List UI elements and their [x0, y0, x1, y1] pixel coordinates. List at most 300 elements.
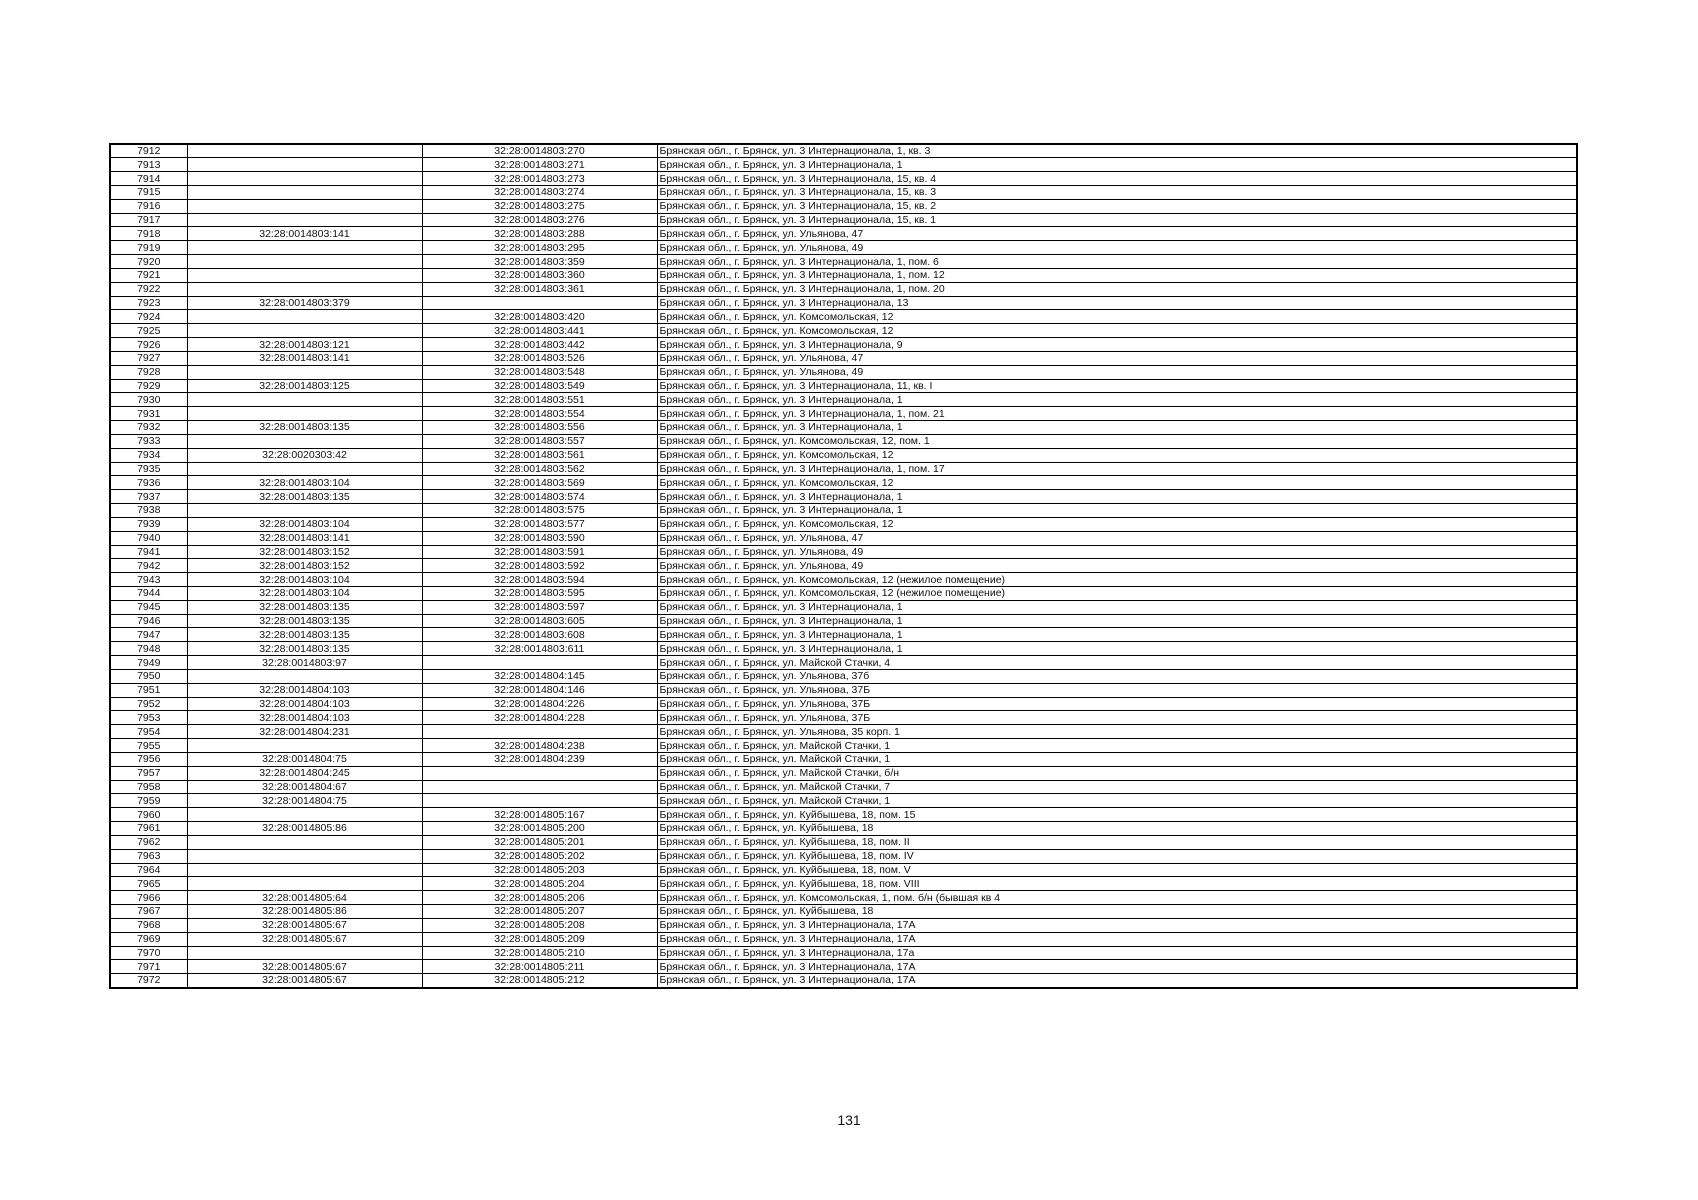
- row-number-cell: 7914: [110, 172, 187, 186]
- object-cadastral-number-cell: 32:28:0014803:608: [422, 628, 657, 642]
- object-cadastral-number-cell: 32:28:0014805:208: [422, 918, 657, 932]
- address-cell: Брянская обл., г. Брянск, ул. 3 Интернационала, 11, кв. I: [657, 379, 1577, 393]
- row-number-cell: 7927: [110, 351, 187, 365]
- object-cadastral-number-cell: 32:28:0014803:270: [422, 144, 657, 158]
- land-cadastral-number-cell: [187, 393, 422, 407]
- object-cadastral-number-cell: 32:28:0014803:591: [422, 545, 657, 559]
- address-cell: Брянская обл., г. Брянск, ул. 3 Интернационала, 9: [657, 338, 1577, 352]
- object-cadastral-number-cell: 32:28:0014803:526: [422, 351, 657, 365]
- address-cell: Брянская обл., г. Брянск, ул. Ульянова, 49: [657, 365, 1577, 379]
- row-number-cell: 7940: [110, 531, 187, 545]
- land-cadastral-number-cell: 32:28:0014805:67: [187, 960, 422, 974]
- land-cadastral-number-cell: 32:28:0014804:67: [187, 780, 422, 794]
- land-cadastral-number-cell: 32:28:0014804:231: [187, 725, 422, 739]
- row-number-cell: 7939: [110, 517, 187, 531]
- row-number-cell: 7950: [110, 669, 187, 683]
- object-cadastral-number-cell: 32:28:0014803:556: [422, 421, 657, 435]
- address-cell: Брянская обл., г. Брянск, ул. Ульянова, 37Б: [657, 683, 1577, 697]
- land-cadastral-number-cell: [187, 863, 422, 877]
- table-row: [110, 614, 1577, 628]
- land-cadastral-number-cell: [187, 849, 422, 863]
- address-cell: Брянская обл., г. Брянск, ул. 3 Интернационала, 17А: [657, 960, 1577, 974]
- table-row: [110, 490, 1577, 504]
- address-cell: Брянская обл., г. Брянск, ул. 3 Интернационала, 1, пом. 20: [657, 282, 1577, 296]
- land-cadastral-number-cell: [187, 739, 422, 753]
- object-cadastral-number-cell: 32:28:0014803:549: [422, 379, 657, 393]
- table-row: [110, 351, 1577, 365]
- land-cadastral-number-cell: 32:28:0014803:135: [187, 421, 422, 435]
- row-number-cell: 7932: [110, 421, 187, 435]
- land-cadastral-number-cell: [187, 808, 422, 822]
- object-cadastral-number-cell: 32:28:0014804:145: [422, 669, 657, 683]
- object-cadastral-number-cell: [422, 794, 657, 808]
- address-cell: Брянская обл., г. Брянск, ул. Комсомольская, 12: [657, 310, 1577, 324]
- address-cell: Брянская обл., г. Брянск, ул. 3 Интернационала, 17А: [657, 918, 1577, 932]
- row-number-cell: 7971: [110, 960, 187, 974]
- table-row: [110, 172, 1577, 186]
- object-cadastral-number-cell: 32:28:0014804:238: [422, 739, 657, 753]
- address-cell: Брянская обл., г. Брянск, ул. Ульянова, 37б: [657, 669, 1577, 683]
- land-cadastral-number-cell: [187, 158, 422, 172]
- land-cadastral-number-cell: [187, 255, 422, 269]
- table-row: [110, 338, 1577, 352]
- land-cadastral-number-cell: 32:28:0014803:135: [187, 600, 422, 614]
- land-cadastral-number-cell: 32:28:0014803:141: [187, 531, 422, 545]
- land-cadastral-number-cell: [187, 462, 422, 476]
- row-number-cell: 7941: [110, 545, 187, 559]
- object-cadastral-number-cell: 32:28:0014805:203: [422, 863, 657, 877]
- row-number-cell: 7957: [110, 766, 187, 780]
- address-cell: Брянская обл., г. Брянск, ул. 3 Интернационала, 15, кв. 1: [657, 213, 1577, 227]
- land-cadastral-number-cell: [187, 282, 422, 296]
- object-cadastral-number-cell: 32:28:0014803:274: [422, 185, 657, 199]
- row-number-cell: 7972: [110, 974, 187, 988]
- land-cadastral-number-cell: 32:28:0014805:86: [187, 905, 422, 919]
- address-cell: Брянская обл., г. Брянск, ул. 3 Интернационала, 1, пом. 17: [657, 462, 1577, 476]
- address-cell: Брянская обл., г. Брянск, ул. Ульянова, 35 корп. 1: [657, 725, 1577, 739]
- table-row: [110, 946, 1577, 960]
- table-row: [110, 296, 1577, 310]
- table-row: [110, 213, 1577, 227]
- table-row: [110, 808, 1577, 822]
- table-row: [110, 849, 1577, 863]
- object-cadastral-number-cell: 32:28:0014805:209: [422, 932, 657, 946]
- row-number-cell: 7946: [110, 614, 187, 628]
- address-cell: Брянская обл., г. Брянск, ул. 3 Интернационала, 1, пом. 6: [657, 255, 1577, 269]
- table-row: [110, 310, 1577, 324]
- row-number-cell: 7968: [110, 918, 187, 932]
- land-cadastral-number-cell: [187, 504, 422, 518]
- land-cadastral-number-cell: 32:28:0014803:104: [187, 476, 422, 490]
- object-cadastral-number-cell: 32:28:0014804:146: [422, 683, 657, 697]
- land-cadastral-number-cell: [187, 199, 422, 213]
- row-number-cell: 7943: [110, 573, 187, 587]
- land-cadastral-number-cell: 32:28:0014803:121: [187, 338, 422, 352]
- registry-table: [109, 143, 1578, 989]
- table-row: [110, 642, 1577, 656]
- address-cell: Брянская обл., г. Брянск, ул. 3 Интернационала, 1: [657, 642, 1577, 656]
- object-cadastral-number-cell: 32:28:0014803:359: [422, 255, 657, 269]
- table-row: [110, 559, 1577, 573]
- row-number-cell: 7935: [110, 462, 187, 476]
- row-number-cell: 7918: [110, 227, 187, 241]
- address-cell: Брянская обл., г. Брянск, ул. Ульянова, 49: [657, 241, 1577, 255]
- address-cell: Брянская обл., г. Брянск, ул. Майской Стачки, б/н: [657, 766, 1577, 780]
- object-cadastral-number-cell: 32:28:0014803:605: [422, 614, 657, 628]
- table-row: [110, 628, 1577, 642]
- row-number-cell: 7960: [110, 808, 187, 822]
- row-number-cell: 7930: [110, 393, 187, 407]
- address-cell: Брянская обл., г. Брянск, ул. 3 Интернационала, 1: [657, 600, 1577, 614]
- table-row: [110, 462, 1577, 476]
- table-row: [110, 255, 1577, 269]
- row-number-cell: 7945: [110, 600, 187, 614]
- table-row: [110, 974, 1577, 988]
- address-cell: Брянская обл., г. Брянск, ул. 3 Интернационала, 1, кв. 3: [657, 144, 1577, 158]
- land-cadastral-number-cell: [187, 185, 422, 199]
- address-cell: Брянская обл., г. Брянск, ул. Майской Стачки, 4: [657, 656, 1577, 670]
- row-number-cell: 7956: [110, 752, 187, 766]
- object-cadastral-number-cell: 32:28:0014803:577: [422, 517, 657, 531]
- row-number-cell: 7955: [110, 739, 187, 753]
- table-row: [110, 158, 1577, 172]
- table-row: [110, 393, 1577, 407]
- object-cadastral-number-cell: 32:28:0014803:442: [422, 338, 657, 352]
- object-cadastral-number-cell: 32:28:0014803:360: [422, 268, 657, 282]
- object-cadastral-number-cell: 32:28:0014803:288: [422, 227, 657, 241]
- object-cadastral-number-cell: 32:28:0014803:441: [422, 324, 657, 338]
- table-row: [110, 960, 1577, 974]
- address-cell: Брянская обл., г. Брянск, ул. 3 Интернационала, 15, кв. 3: [657, 185, 1577, 199]
- row-number-cell: 7924: [110, 310, 187, 324]
- address-cell: Брянская обл., г. Брянск, ул. Ульянова, 37Б: [657, 697, 1577, 711]
- table-row: [110, 669, 1577, 683]
- land-cadastral-number-cell: 32:28:0014805:67: [187, 918, 422, 932]
- table-row: [110, 905, 1577, 919]
- registry-table-body: [110, 144, 1577, 988]
- table-row: [110, 476, 1577, 490]
- row-number-cell: 7938: [110, 504, 187, 518]
- object-cadastral-number-cell: 32:28:0014804:239: [422, 752, 657, 766]
- page-number: 131: [837, 1112, 861, 1128]
- table-row: [110, 504, 1577, 518]
- address-cell: Брянская обл., г. Брянск, ул. Ульянова, 49: [657, 545, 1577, 559]
- table-row: [110, 545, 1577, 559]
- table-row: [110, 379, 1577, 393]
- row-number-cell: 7936: [110, 476, 187, 490]
- land-cadastral-number-cell: 32:28:0014804:75: [187, 794, 422, 808]
- table-row: [110, 656, 1577, 670]
- row-number-cell: 7942: [110, 559, 187, 573]
- row-number-cell: 7929: [110, 379, 187, 393]
- row-number-cell: 7951: [110, 683, 187, 697]
- object-cadastral-number-cell: [422, 296, 657, 310]
- object-cadastral-number-cell: [422, 656, 657, 670]
- land-cadastral-number-cell: 32:28:0014805:64: [187, 891, 422, 905]
- table-row: [110, 835, 1577, 849]
- land-cadastral-number-cell: 32:28:0014803:379: [187, 296, 422, 310]
- land-cadastral-number-cell: [187, 877, 422, 891]
- object-cadastral-number-cell: [422, 766, 657, 780]
- address-cell: Брянская обл., г. Брянск, ул. 3 Интернационала, 15, кв. 4: [657, 172, 1577, 186]
- table-row: [110, 144, 1577, 158]
- object-cadastral-number-cell: 32:28:0014804:226: [422, 697, 657, 711]
- table-row: [110, 587, 1577, 601]
- address-cell: Брянская обл., г. Брянск, ул. Комсомольская, 12 (нежилое помещение): [657, 573, 1577, 587]
- row-number-cell: 7944: [110, 587, 187, 601]
- object-cadastral-number-cell: 32:28:0014803:361: [422, 282, 657, 296]
- object-cadastral-number-cell: 32:28:0014803:595: [422, 587, 657, 601]
- table-row: [110, 752, 1577, 766]
- object-cadastral-number-cell: [422, 780, 657, 794]
- row-number-cell: 7962: [110, 835, 187, 849]
- table-row: [110, 863, 1577, 877]
- object-cadastral-number-cell: 32:28:0014803:557: [422, 434, 657, 448]
- object-cadastral-number-cell: 32:28:0014805:202: [422, 849, 657, 863]
- table-row: [110, 282, 1577, 296]
- table-row: [110, 822, 1577, 836]
- table-row: [110, 185, 1577, 199]
- row-number-cell: 7931: [110, 407, 187, 421]
- row-number-cell: 7959: [110, 794, 187, 808]
- row-number-cell: 7922: [110, 282, 187, 296]
- land-cadastral-number-cell: 32:28:0014804:103: [187, 711, 422, 725]
- address-cell: Брянская обл., г. Брянск, ул. Майской Стачки, 1: [657, 752, 1577, 766]
- land-cadastral-number-cell: 32:28:0014803:152: [187, 559, 422, 573]
- row-number-cell: 7912: [110, 144, 187, 158]
- land-cadastral-number-cell: 32:28:0014803:125: [187, 379, 422, 393]
- object-cadastral-number-cell: 32:28:0014803:611: [422, 642, 657, 656]
- address-cell: Брянская обл., г. Брянск, ул. 3 Интернационала, 1: [657, 504, 1577, 518]
- land-cadastral-number-cell: [187, 268, 422, 282]
- row-number-cell: 7925: [110, 324, 187, 338]
- address-cell: Брянская обл., г. Брянск, ул. 3 Интернационала, 1, пом. 12: [657, 268, 1577, 282]
- land-cadastral-number-cell: 32:28:0014803:135: [187, 642, 422, 656]
- address-cell: Брянская обл., г. Брянск, ул. Майской Стачки, 1: [657, 739, 1577, 753]
- object-cadastral-number-cell: 32:28:0014803:562: [422, 462, 657, 476]
- object-cadastral-number-cell: 32:28:0014805:206: [422, 891, 657, 905]
- object-cadastral-number-cell: 32:28:0014805:210: [422, 946, 657, 960]
- address-cell: Брянская обл., г. Брянск, ул. Комсомольская, 12: [657, 476, 1577, 490]
- table-row: [110, 199, 1577, 213]
- address-cell: Брянская обл., г. Брянск, ул. Куйбышева, 18: [657, 905, 1577, 919]
- row-number-cell: 7969: [110, 932, 187, 946]
- table-row: [110, 683, 1577, 697]
- row-number-cell: 7921: [110, 268, 187, 282]
- object-cadastral-number-cell: 32:28:0014805:212: [422, 974, 657, 988]
- object-cadastral-number-cell: 32:28:0014803:554: [422, 407, 657, 421]
- address-cell: Брянская обл., г. Брянск, ул. 3 Интернационала, 1: [657, 490, 1577, 504]
- land-cadastral-number-cell: 32:28:0014803:141: [187, 351, 422, 365]
- address-cell: Брянская обл., г. Брянск, ул. Ульянова, 47: [657, 351, 1577, 365]
- address-cell: Брянская обл., г. Брянск, ул. Куйбышева, 18, пом. V: [657, 863, 1577, 877]
- object-cadastral-number-cell: 32:28:0014805:204: [422, 877, 657, 891]
- object-cadastral-number-cell: 32:28:0014803:551: [422, 393, 657, 407]
- row-number-cell: 7934: [110, 448, 187, 462]
- table-row: [110, 241, 1577, 255]
- land-cadastral-number-cell: [187, 434, 422, 448]
- object-cadastral-number-cell: 32:28:0014803:569: [422, 476, 657, 490]
- row-number-cell: 7958: [110, 780, 187, 794]
- row-number-cell: 7947: [110, 628, 187, 642]
- table-row: [110, 324, 1577, 338]
- land-cadastral-number-cell: 32:28:0014803:104: [187, 517, 422, 531]
- table-row: [110, 877, 1577, 891]
- row-number-cell: 7970: [110, 946, 187, 960]
- table-row: [110, 573, 1577, 587]
- table-row: [110, 739, 1577, 753]
- table-row: [110, 932, 1577, 946]
- row-number-cell: 7964: [110, 863, 187, 877]
- address-cell: Брянская обл., г. Брянск, ул. 3 Интернационала, 1, пом. 21: [657, 407, 1577, 421]
- object-cadastral-number-cell: 32:28:0014804:228: [422, 711, 657, 725]
- table-row: [110, 794, 1577, 808]
- row-number-cell: 7965: [110, 877, 187, 891]
- address-cell: Брянская обл., г. Брянск, ул. Комсомольская, 12: [657, 324, 1577, 338]
- row-number-cell: 7923: [110, 296, 187, 310]
- object-cadastral-number-cell: 32:28:0014805:201: [422, 835, 657, 849]
- object-cadastral-number-cell: 32:28:0014803:575: [422, 504, 657, 518]
- address-cell: Брянская обл., г. Брянск, ул. 3 Интернационала, 1: [657, 628, 1577, 642]
- row-number-cell: 7926: [110, 338, 187, 352]
- table-row: [110, 711, 1577, 725]
- object-cadastral-number-cell: [422, 725, 657, 739]
- land-cadastral-number-cell: 32:28:0020303:42: [187, 448, 422, 462]
- object-cadastral-number-cell: 32:28:0014803:295: [422, 241, 657, 255]
- row-number-cell: 7917: [110, 213, 187, 227]
- object-cadastral-number-cell: 32:28:0014803:273: [422, 172, 657, 186]
- table-row: [110, 434, 1577, 448]
- row-number-cell: 7916: [110, 199, 187, 213]
- address-cell: Брянская обл., г. Брянск, ул. Комсомольская, 12: [657, 517, 1577, 531]
- row-number-cell: 7915: [110, 185, 187, 199]
- object-cadastral-number-cell: 32:28:0014803:592: [422, 559, 657, 573]
- address-cell: Брянская обл., г. Брянск, ул. 3 Интернационала, 13: [657, 296, 1577, 310]
- row-number-cell: 7952: [110, 697, 187, 711]
- address-cell: Брянская обл., г. Брянск, ул. 3 Интернационала, 15, кв. 2: [657, 199, 1577, 213]
- address-cell: Брянская обл., г. Брянск, ул. Куйбышева, 18, пом. II: [657, 835, 1577, 849]
- object-cadastral-number-cell: 32:28:0014803:590: [422, 531, 657, 545]
- land-cadastral-number-cell: [187, 310, 422, 324]
- object-cadastral-number-cell: 32:28:0014805:167: [422, 808, 657, 822]
- object-cadastral-number-cell: 32:28:0014803:276: [422, 213, 657, 227]
- row-number-cell: 7954: [110, 725, 187, 739]
- address-cell: Брянская обл., г. Брянск, ул. 3 Интернационала, 1: [657, 393, 1577, 407]
- land-cadastral-number-cell: [187, 241, 422, 255]
- table-row: [110, 780, 1577, 794]
- address-cell: Брянская обл., г. Брянск, ул. 3 Интернационала, 17А: [657, 932, 1577, 946]
- row-number-cell: 7963: [110, 849, 187, 863]
- table-row: [110, 697, 1577, 711]
- address-cell: Брянская обл., г. Брянск, ул. Майской Стачки, 1: [657, 794, 1577, 808]
- row-number-cell: 7928: [110, 365, 187, 379]
- table-row: [110, 407, 1577, 421]
- land-cadastral-number-cell: 32:28:0014803:104: [187, 587, 422, 601]
- object-cadastral-number-cell: 32:28:0014803:574: [422, 490, 657, 504]
- table-row: [110, 600, 1577, 614]
- address-cell: Брянская обл., г. Брянск, ул. Майской Стачки, 7: [657, 780, 1577, 794]
- land-cadastral-number-cell: [187, 946, 422, 960]
- table-row: [110, 725, 1577, 739]
- object-cadastral-number-cell: 32:28:0014803:271: [422, 158, 657, 172]
- address-cell: Брянская обл., г. Брянск, ул. Куйбышева, 18, пом. 15: [657, 808, 1577, 822]
- land-cadastral-number-cell: 32:28:0014804:245: [187, 766, 422, 780]
- row-number-cell: 7961: [110, 822, 187, 836]
- address-cell: Брянская обл., г. Брянск, ул. Куйбышева, 18, пом. VIII: [657, 877, 1577, 891]
- address-cell: Брянская обл., г. Брянск, ул. Ульянова, 37Б: [657, 711, 1577, 725]
- address-cell: Брянская обл., г. Брянск, ул. 3 Интернационала, 17А: [657, 974, 1577, 988]
- land-cadastral-number-cell: [187, 144, 422, 158]
- table-row: [110, 918, 1577, 932]
- table-row: [110, 766, 1577, 780]
- object-cadastral-number-cell: 32:28:0014803:597: [422, 600, 657, 614]
- row-number-cell: 7948: [110, 642, 187, 656]
- address-cell: Брянская обл., г. Брянск, ул. Ульянова, 47: [657, 227, 1577, 241]
- object-cadastral-number-cell: 32:28:0014805:207: [422, 905, 657, 919]
- address-cell: Брянская обл., г. Брянск, ул. 3 Интернационала, 1: [657, 614, 1577, 628]
- object-cadastral-number-cell: 32:28:0014805:211: [422, 960, 657, 974]
- land-cadastral-number-cell: 32:28:0014803:97: [187, 656, 422, 670]
- land-cadastral-number-cell: [187, 669, 422, 683]
- land-cadastral-number-cell: 32:28:0014803:104: [187, 573, 422, 587]
- table-row: [110, 448, 1577, 462]
- table-row: [110, 268, 1577, 282]
- land-cadastral-number-cell: 32:28:0014804:103: [187, 683, 422, 697]
- land-cadastral-number-cell: 32:28:0014804:75: [187, 752, 422, 766]
- address-cell: Брянская обл., г. Брянск, ул. Ульянова, 49: [657, 559, 1577, 573]
- row-number-cell: 7937: [110, 490, 187, 504]
- land-cadastral-number-cell: 32:28:0014803:135: [187, 490, 422, 504]
- address-cell: Брянская обл., г. Брянск, ул. Комсомольская, 1, пом. б/н (бывшая кв 4: [657, 891, 1577, 905]
- object-cadastral-number-cell: 32:28:0014803:561: [422, 448, 657, 462]
- row-number-cell: 7953: [110, 711, 187, 725]
- land-cadastral-number-cell: 32:28:0014803:135: [187, 628, 422, 642]
- land-cadastral-number-cell: [187, 365, 422, 379]
- land-cadastral-number-cell: [187, 324, 422, 338]
- land-cadastral-number-cell: [187, 835, 422, 849]
- object-cadastral-number-cell: 32:28:0014803:275: [422, 199, 657, 213]
- table-row: [110, 517, 1577, 531]
- address-cell: Брянская обл., г. Брянск, ул. Комсомольская, 12, пом. 1: [657, 434, 1577, 448]
- land-cadastral-number-cell: [187, 172, 422, 186]
- object-cadastral-number-cell: 32:28:0014803:548: [422, 365, 657, 379]
- table-row: [110, 421, 1577, 435]
- table-row: [110, 531, 1577, 545]
- row-number-cell: 7966: [110, 891, 187, 905]
- object-cadastral-number-cell: 32:28:0014803:594: [422, 573, 657, 587]
- row-number-cell: 7949: [110, 656, 187, 670]
- row-number-cell: 7933: [110, 434, 187, 448]
- land-cadastral-number-cell: 32:28:0014805:67: [187, 974, 422, 988]
- object-cadastral-number-cell: 32:28:0014803:420: [422, 310, 657, 324]
- table-row: [110, 891, 1577, 905]
- row-number-cell: 7913: [110, 158, 187, 172]
- address-cell: Брянская обл., г. Брянск, ул. Комсомольская, 12 (нежилое помещение): [657, 587, 1577, 601]
- table-row: [110, 365, 1577, 379]
- row-number-cell: 7920: [110, 255, 187, 269]
- land-cadastral-number-cell: 32:28:0014803:152: [187, 545, 422, 559]
- address-cell: Брянская обл., г. Брянск, ул. 3 Интернационала, 1: [657, 421, 1577, 435]
- land-cadastral-number-cell: [187, 213, 422, 227]
- address-cell: Брянская обл., г. Брянск, ул. 3 Интернационала, 1: [657, 158, 1577, 172]
- table-row: [110, 227, 1577, 241]
- row-number-cell: 7919: [110, 241, 187, 255]
- address-cell: Брянская обл., г. Брянск, ул. Куйбышева, 18: [657, 822, 1577, 836]
- row-number-cell: 7967: [110, 905, 187, 919]
- address-cell: Брянская обл., г. Брянск, ул. 3 Интернационала, 17а: [657, 946, 1577, 960]
- land-cadastral-number-cell: 32:28:0014805:86: [187, 822, 422, 836]
- address-cell: Брянская обл., г. Брянск, ул. Куйбышева, 18, пом. IV: [657, 849, 1577, 863]
